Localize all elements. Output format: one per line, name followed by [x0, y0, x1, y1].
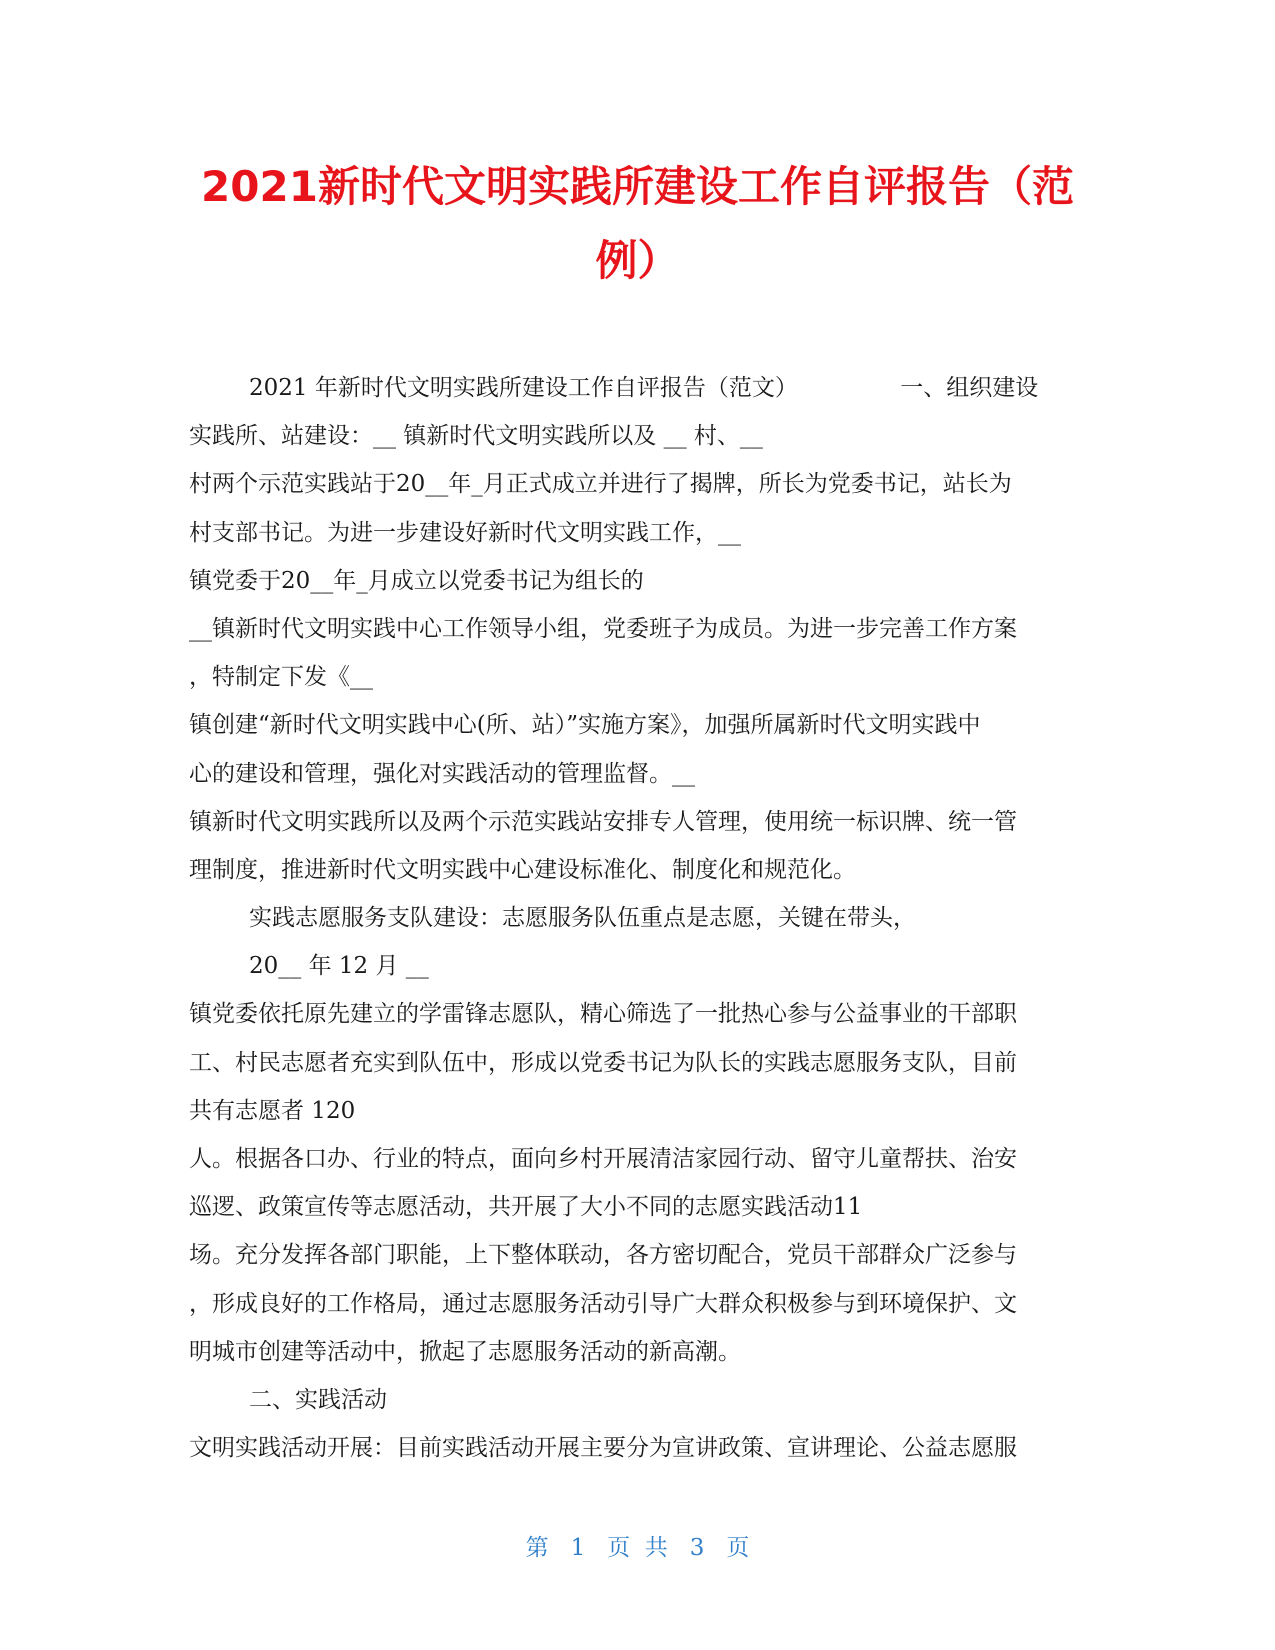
document-title-line-2: 例）: [595, 236, 680, 285]
body-line-2: 实践所、站建设：__ 镇新时代文明实践所以及 __ 村、__: [189, 423, 763, 450]
body-line-4: 村支部书记。为进一步建设好新时代文明实践工作，__: [189, 519, 741, 546]
page-label-prefix: 第: [525, 1535, 549, 1561]
document-body: [189, 364, 1089, 1472]
body-line-8: 镇创建“新时代文明实践中心(所、站）”实施方案》，加强所属新时代文明实践中: [189, 712, 981, 739]
body-line-11: 理制度，推进新时代文明实践中心建设标准化、制度化和规范化。: [189, 856, 856, 883]
page-label-mid: 页 共: [607, 1535, 668, 1561]
body-line-1: 2021 年新时代文明实践所建设工作自评报告（范文） 一、组织建设: [249, 375, 1039, 401]
body-line-14: 镇党委依托原先建立的学雷锋志愿队，精心筛选了一批热心参与公益事业的干部职: [189, 1001, 1017, 1028]
body-line-13: 20__ 年 12 月 __: [249, 953, 429, 980]
body-line-3: 村两个示范实践站于20__年_月正式成立并进行了揭牌，所长为党委书记，站长为: [189, 471, 1012, 498]
body-line-19: 场。充分发挥各部门职能，上下整体联动，各方密切配合，党员干部群众广泛参与: [189, 1242, 1017, 1269]
body-line-21: 明城市创建等活动中，掀起了志愿服务活动的新高潮。: [189, 1338, 741, 1365]
section-heading-practice: 二、实践活动: [249, 1386, 387, 1413]
body-line-18: 巡逻、政策宣传等志愿活动，共开展了大小不同的志愿实践活动11: [189, 1194, 863, 1221]
page-footer: [0, 1533, 1275, 1563]
body-line-23: 文明实践活动开展：目前实践活动开展主要分为宣讲政策、宣讲理论、公益志愿服: [189, 1435, 1017, 1462]
page-number: 1: [570, 1535, 586, 1561]
document-title-line-1: 2021新时代文明实践所建设工作自评报告（范: [201, 162, 1074, 211]
body-line-10: 镇新时代文明实践所以及两个示范实践站安排专人管理，使用统一标识牌、统一管: [189, 808, 1017, 835]
body-line-6: __镇新时代文明实践中心工作领导小组，党委班子为成员。为进一步完善工作方案: [189, 615, 1017, 642]
body-line-20: ，形成良好的工作格局，通过志愿服务活动引导广大群众积极参与到环境保护、文: [189, 1290, 1017, 1317]
body-line-17: 人。根据各口办、行业的特点，面向乡村开展清洁家园行动、留守儿童帮扶、治安: [189, 1146, 1017, 1172]
page-label-suffix: 页: [726, 1535, 750, 1561]
document-title: [150, 150, 1125, 298]
body-line-7: ，特制定下发《__: [189, 664, 373, 691]
body-line-9: 心的建设和管理，强化对实践活动的管理监督。__: [189, 760, 695, 787]
body-line-15: 工、村民志愿者充实到队伍中，形成以党委书记为队长的实践志愿服务支队，目前: [189, 1049, 1017, 1076]
body-line-16: 共有志愿者 120: [189, 1097, 356, 1124]
body-line-12: 实践志愿服务支队建设：志愿服务队伍重点是志愿，关键在带头，: [249, 905, 916, 932]
page-total: 3: [689, 1535, 705, 1561]
body-line-5: 镇党委于20__年_月成立以党委书记为组长的: [189, 567, 644, 594]
